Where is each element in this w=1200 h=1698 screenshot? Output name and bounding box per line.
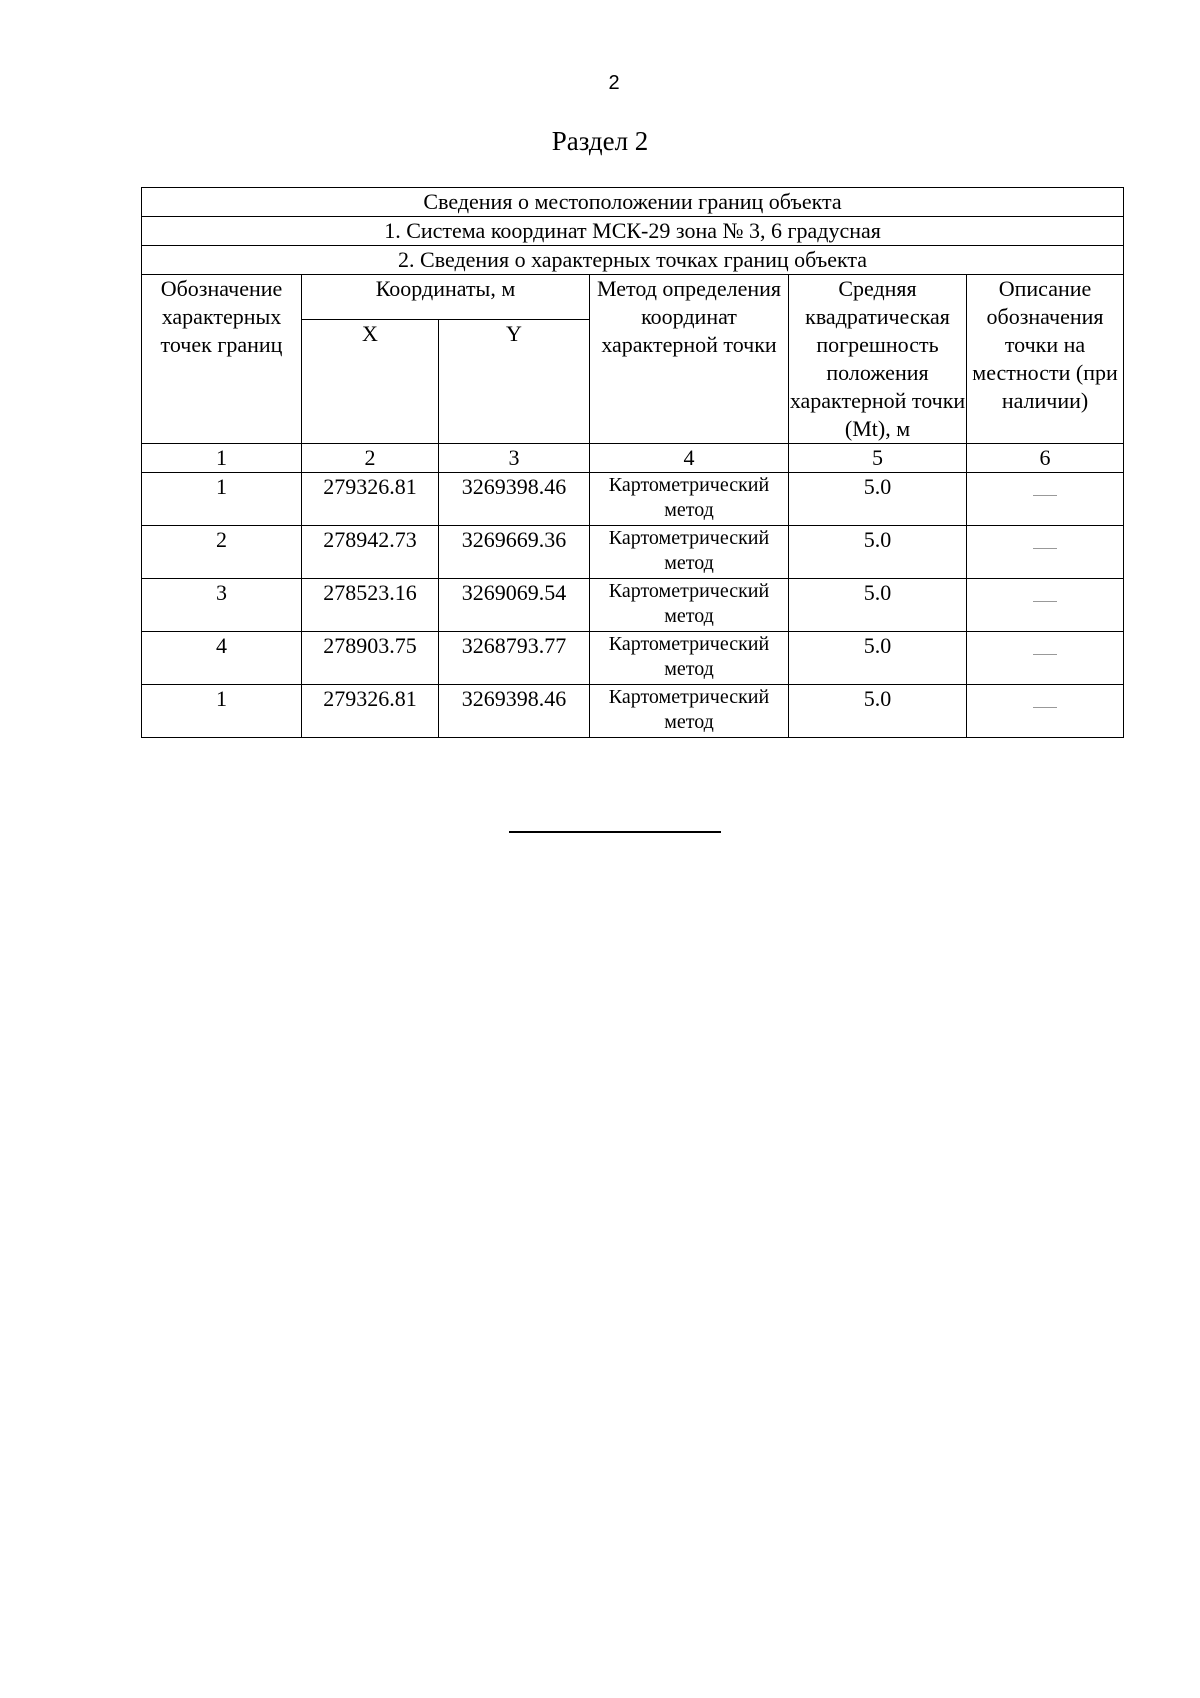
point-id: 2 [142, 526, 302, 579]
mean-square-error: 5.0 [789, 526, 967, 579]
point-id: 4 [142, 632, 302, 685]
dash-mark [1033, 601, 1057, 602]
mean-square-error: 5.0 [789, 579, 967, 632]
section-title: Раздел 2 [551, 126, 649, 156]
table-row [142, 632, 1124, 685]
header-designation: Обозначение характерных точек границ [142, 275, 302, 444]
description [967, 632, 1124, 685]
coord-y: 3269669.36 [439, 526, 590, 579]
point-id: 1 [142, 685, 302, 738]
description [967, 579, 1124, 632]
method: Картометрический метод [590, 526, 789, 579]
page-number: 2 [608, 72, 620, 94]
header-x: X [302, 320, 439, 444]
coord-x: 279326.81 [302, 685, 439, 738]
table-row [142, 685, 1124, 738]
mean-square-error: 5.0 [789, 632, 967, 685]
coord-y: 3268793.77 [439, 632, 590, 685]
method: Картометрический метод [590, 473, 789, 526]
coord-x: 279326.81 [302, 473, 439, 526]
coord-y: 3269398.46 [439, 473, 590, 526]
description [967, 526, 1124, 579]
coord-y: 3269069.54 [439, 579, 590, 632]
mean-square-error: 5.0 [789, 685, 967, 738]
dash-mark [1033, 495, 1057, 496]
point-id: 1 [142, 473, 302, 526]
method: Картометрический метод [590, 632, 789, 685]
column-number: 4 [590, 444, 789, 473]
table-caption: Сведения о местоположении границ объекта [142, 188, 1124, 217]
column-numbers-row [142, 444, 1124, 473]
coord-x: 278903.75 [302, 632, 439, 685]
header-y: Y [439, 320, 590, 444]
method: Картометрический метод [590, 579, 789, 632]
table-row [142, 526, 1124, 579]
header-error: Средняя квадратическая погрешность положения характерной точки (Mt), м [789, 275, 967, 444]
table-row [142, 579, 1124, 632]
boundary-coordinates-table [141, 187, 1124, 738]
coord-x: 278523.16 [302, 579, 439, 632]
coord-y: 3269398.46 [439, 685, 590, 738]
column-number: 5 [789, 444, 967, 473]
coordinate-system: 1. Система координат МСК-29 зона № 3, 6 градусная [142, 217, 1124, 246]
end-separator-line [509, 831, 721, 833]
method: Картометрический метод [590, 685, 789, 738]
header-description: Описание обозначения точки на местности (при наличии) [967, 275, 1124, 444]
points-section-title: 2. Сведения о характерных точках границ объекта [142, 246, 1124, 275]
description [967, 473, 1124, 526]
dash-mark [1033, 707, 1057, 708]
description [967, 685, 1124, 738]
coord-x: 278942.73 [302, 526, 439, 579]
dash-mark [1033, 548, 1057, 549]
column-number: 2 [302, 444, 439, 473]
column-number: 1 [142, 444, 302, 473]
column-number: 6 [967, 444, 1124, 473]
header-coordinates: Координаты, м [302, 275, 590, 320]
table-row [142, 473, 1124, 526]
dash-mark [1033, 654, 1057, 655]
mean-square-error: 5.0 [789, 473, 967, 526]
header-method: Метод определения координат характерной точки [590, 275, 789, 444]
column-number: 3 [439, 444, 590, 473]
point-id: 3 [142, 579, 302, 632]
